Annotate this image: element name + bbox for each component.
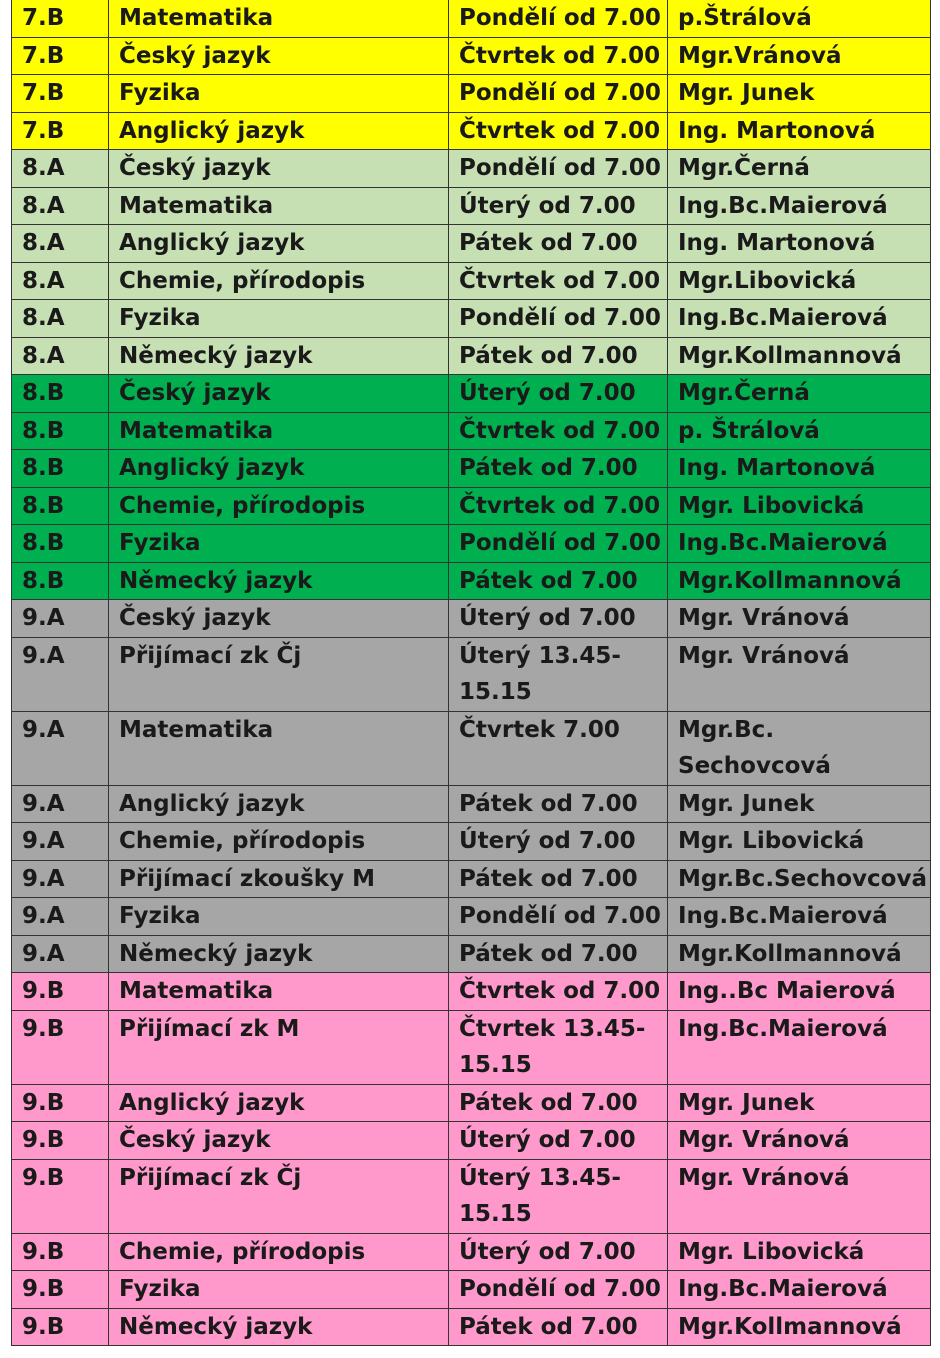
cell-teacher: Ing.Bc.Maierová	[668, 898, 931, 936]
cell-time: Pátek od 7.00	[449, 337, 668, 375]
cell-class: 9.A	[12, 711, 109, 785]
cell-class: 8.A	[12, 300, 109, 338]
table-row	[12, 711, 931, 785]
table-row	[12, 187, 931, 225]
cell-subject: Fyzika	[109, 898, 449, 936]
table-row	[12, 1084, 931, 1122]
table-row	[12, 225, 931, 263]
cell-class: 9.B	[12, 1159, 109, 1233]
cell-subject: Matematika	[109, 973, 449, 1011]
cell-class: 9.B	[12, 1010, 109, 1084]
table-row	[12, 898, 931, 936]
cell-time: Pátek od 7.00	[449, 1084, 668, 1122]
cell-class: 9.B	[12, 1122, 109, 1160]
cell-time: Pondělí od 7.00	[449, 300, 668, 338]
table-row	[12, 150, 931, 188]
table-row	[12, 337, 931, 375]
cell-teacher: Mgr. Libovická	[668, 823, 931, 861]
cell-time: Pondělí od 7.00	[449, 1271, 668, 1309]
table-row	[12, 375, 931, 413]
cell-class: 9.B	[12, 1308, 109, 1346]
cell-subject: Anglický jazyk	[109, 1084, 449, 1122]
table-row	[12, 1233, 931, 1271]
cell-time: Pondělí od 7.00	[449, 75, 668, 113]
cell-time: Pátek od 7.00	[449, 1308, 668, 1346]
cell-time: Čtvrtek od 7.00	[449, 262, 668, 300]
table-row	[12, 412, 931, 450]
cell-time: Pondělí od 7.00	[449, 525, 668, 563]
cell-time: Úterý od 7.00	[449, 375, 668, 413]
cell-teacher: Mgr.Bc. Sechovcová	[668, 711, 931, 785]
table-row	[12, 450, 931, 488]
cell-time: Pátek od 7.00	[449, 935, 668, 973]
cell-subject: Přijímací zkoušky M	[109, 860, 449, 898]
cell-time: Úterý od 7.00	[449, 600, 668, 638]
cell-teacher: p.Štrálová	[668, 0, 931, 37]
cell-time: Pátek od 7.00	[449, 785, 668, 823]
cell-teacher: Ing.Bc.Maierová	[668, 187, 931, 225]
table-row	[12, 1271, 931, 1309]
cell-teacher: Ing. Martonová	[668, 112, 931, 150]
cell-subject: Český jazyk	[109, 600, 449, 638]
cell-teacher: Mgr.Kollmannová	[668, 337, 931, 375]
table-row	[12, 1308, 931, 1346]
cell-subject: Německý jazyk	[109, 935, 449, 973]
table-row	[12, 562, 931, 600]
cell-class: 9.A	[12, 823, 109, 861]
table-row	[12, 823, 931, 861]
cell-time: Pátek od 7.00	[449, 860, 668, 898]
cell-class: 8.B	[12, 487, 109, 525]
cell-subject: Český jazyk	[109, 150, 449, 188]
cell-teacher: Ing. Martonová	[668, 225, 931, 263]
cell-class: 9.A	[12, 637, 109, 711]
cell-time: Úterý 13.45-15.15	[449, 1159, 668, 1233]
cell-teacher: Mgr. Vránová	[668, 1122, 931, 1160]
cell-class: 7.B	[12, 0, 109, 37]
cell-teacher: Mgr.Libovická	[668, 262, 931, 300]
cell-teacher: Mgr. Libovická	[668, 1233, 931, 1271]
cell-teacher: Ing.Bc.Maierová	[668, 1271, 931, 1309]
cell-subject: Německý jazyk	[109, 1308, 449, 1346]
cell-subject: Anglický jazyk	[109, 225, 449, 263]
table-row	[12, 37, 931, 75]
cell-time: Pátek od 7.00	[449, 225, 668, 263]
cell-teacher: Mgr. Vránová	[668, 637, 931, 711]
cell-subject: Přijímací zk Čj	[109, 1159, 449, 1233]
cell-teacher: Mgr.Kollmannová	[668, 562, 931, 600]
cell-teacher: Mgr.Černá	[668, 150, 931, 188]
cell-teacher: Mgr. Vránová	[668, 1159, 931, 1233]
cell-time: Pondělí od 7.00	[449, 150, 668, 188]
cell-class: 7.B	[12, 112, 109, 150]
cell-subject: Matematika	[109, 0, 449, 37]
cell-class: 9.B	[12, 973, 109, 1011]
cell-teacher: Mgr. Junek	[668, 1084, 931, 1122]
cell-subject: Fyzika	[109, 525, 449, 563]
cell-subject: Chemie, přírodopis	[109, 1233, 449, 1271]
cell-class: 9.B	[12, 1084, 109, 1122]
cell-time: Pátek od 7.00	[449, 450, 668, 488]
cell-time: Pátek od 7.00	[449, 562, 668, 600]
cell-subject: Matematika	[109, 187, 449, 225]
cell-class: 9.A	[12, 785, 109, 823]
table-row	[12, 0, 931, 37]
cell-class: 9.A	[12, 600, 109, 638]
cell-subject: Chemie, přírodopis	[109, 487, 449, 525]
cell-class: 8.B	[12, 562, 109, 600]
cell-subject: Český jazyk	[109, 375, 449, 413]
cell-subject: Fyzika	[109, 300, 449, 338]
cell-time: Úterý od 7.00	[449, 1122, 668, 1160]
table-row	[12, 1010, 931, 1084]
cell-class: 8.A	[12, 337, 109, 375]
cell-class: 8.B	[12, 412, 109, 450]
cell-class: 8.A	[12, 187, 109, 225]
table-row	[12, 860, 931, 898]
cell-time: Úterý od 7.00	[449, 187, 668, 225]
cell-subject: Český jazyk	[109, 37, 449, 75]
cell-subject: Matematika	[109, 412, 449, 450]
cell-teacher: Mgr.Bc.Sechovcová	[668, 860, 931, 898]
cell-subject: Anglický jazyk	[109, 785, 449, 823]
cell-teacher: Ing. Martonová	[668, 450, 931, 488]
cell-subject: Anglický jazyk	[109, 112, 449, 150]
table-row	[12, 973, 931, 1011]
table-row	[12, 935, 931, 973]
cell-class: 9.A	[12, 898, 109, 936]
cell-class: 7.B	[12, 75, 109, 113]
cell-teacher: Mgr.Vránová	[668, 37, 931, 75]
cell-time: Čtvrtek od 7.00	[449, 37, 668, 75]
cell-class: 8.B	[12, 525, 109, 563]
cell-time: Pondělí od 7.00	[449, 0, 668, 37]
cell-class: 8.B	[12, 450, 109, 488]
cell-class: 9.B	[12, 1271, 109, 1309]
table-row	[12, 112, 931, 150]
table-row	[12, 300, 931, 338]
cell-class: 9.B	[12, 1233, 109, 1271]
cell-subject: Německý jazyk	[109, 562, 449, 600]
cell-teacher: Ing..Bc Maierová	[668, 973, 931, 1011]
table-row	[12, 600, 931, 638]
table-row	[12, 1159, 931, 1233]
cell-time: Úterý od 7.00	[449, 1233, 668, 1271]
cell-teacher: Mgr.Kollmannová	[668, 935, 931, 973]
cell-subject: Chemie, přírodopis	[109, 262, 449, 300]
cell-time: Čtvrtek 13.45-15.15	[449, 1010, 668, 1084]
cell-time: Čtvrtek od 7.00	[449, 412, 668, 450]
cell-time: Čtvrtek od 7.00	[449, 973, 668, 1011]
cell-subject: Matematika	[109, 711, 449, 785]
cell-teacher: Ing.Bc.Maierová	[668, 300, 931, 338]
cell-teacher: Ing.Bc.Maierová	[668, 1010, 931, 1084]
cell-subject: Český jazyk	[109, 1122, 449, 1160]
schedule-body	[12, 0, 931, 1346]
cell-class: 9.A	[12, 860, 109, 898]
cell-time: Čtvrtek od 7.00	[449, 112, 668, 150]
table-row	[12, 75, 931, 113]
cell-teacher: Mgr.Kollmannová	[668, 1308, 931, 1346]
cell-class: 7.B	[12, 37, 109, 75]
table-row	[12, 487, 931, 525]
schedule-table	[11, 0, 931, 1346]
cell-teacher: Mgr.Černá	[668, 375, 931, 413]
table-row	[12, 1122, 931, 1160]
cell-teacher: Mgr. Vránová	[668, 600, 931, 638]
cell-class: 8.A	[12, 225, 109, 263]
cell-subject: Přijímací zk M	[109, 1010, 449, 1084]
table-row	[12, 262, 931, 300]
cell-subject: Německý jazyk	[109, 337, 449, 375]
cell-teacher: Mgr. Junek	[668, 75, 931, 113]
table-row	[12, 637, 931, 711]
cell-class: 8.A	[12, 150, 109, 188]
table-row	[12, 785, 931, 823]
cell-subject: Fyzika	[109, 75, 449, 113]
cell-time: Úterý 13.45-15.15	[449, 637, 668, 711]
cell-time: Čtvrtek od 7.00	[449, 487, 668, 525]
cell-time: Úterý od 7.00	[449, 823, 668, 861]
cell-subject: Chemie, přírodopis	[109, 823, 449, 861]
cell-teacher: Ing.Bc.Maierová	[668, 525, 931, 563]
cell-class: 8.A	[12, 262, 109, 300]
cell-class: 8.B	[12, 375, 109, 413]
cell-subject: Přijímací zk Čj	[109, 637, 449, 711]
cell-subject: Anglický jazyk	[109, 450, 449, 488]
cell-time: Pondělí od 7.00	[449, 898, 668, 936]
cell-time: Čtvrtek 7.00	[449, 711, 668, 785]
cell-teacher: p. Štrálová	[668, 412, 931, 450]
cell-teacher: Mgr. Junek	[668, 785, 931, 823]
cell-subject: Fyzika	[109, 1271, 449, 1309]
table-row	[12, 525, 931, 563]
cell-teacher: Mgr. Libovická	[668, 487, 931, 525]
cell-class: 9.A	[12, 935, 109, 973]
